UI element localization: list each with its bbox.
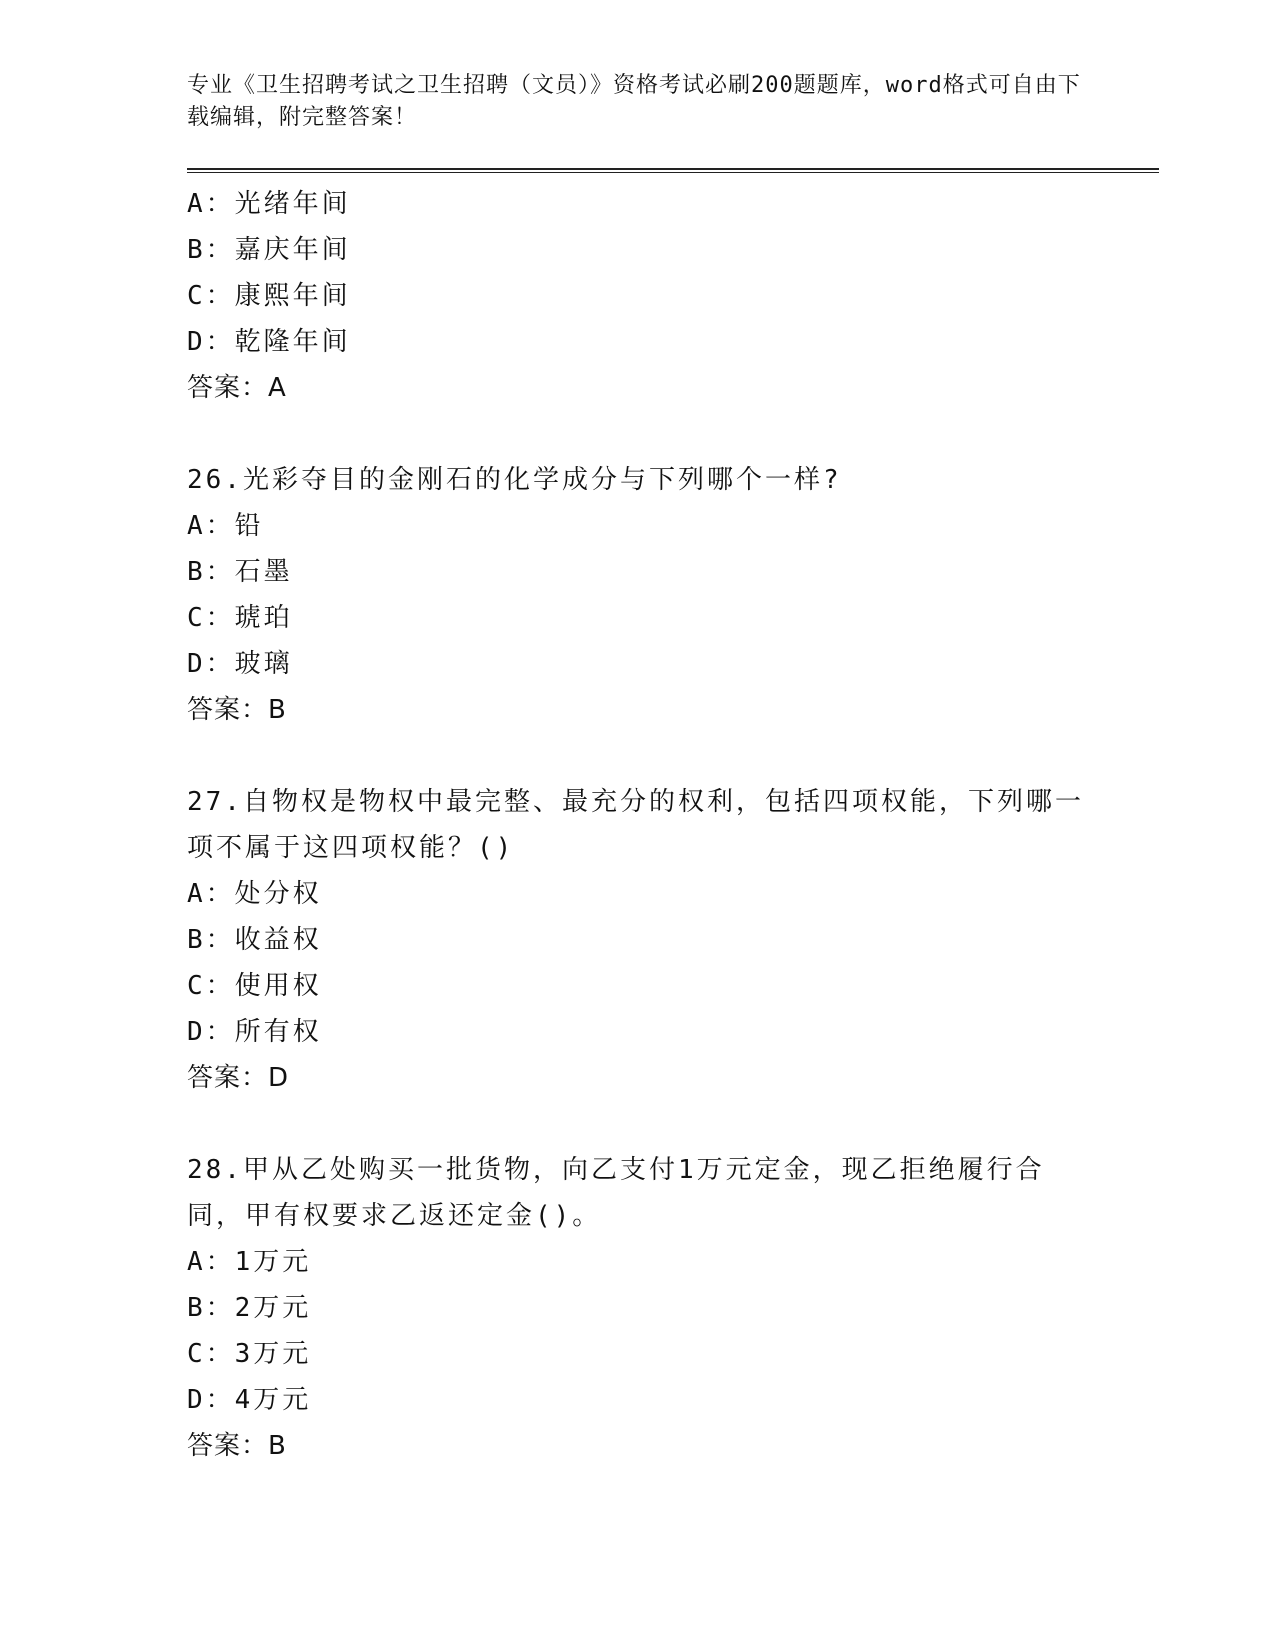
option-d: D：玻璃 xyxy=(187,649,293,679)
option-b: B：嘉庆年间 xyxy=(187,235,351,265)
option-a: A：1万元 xyxy=(187,1247,312,1277)
option-d: D：所有权 xyxy=(187,1017,322,1047)
question-stem: 28.甲从乙处购买一批货物，向乙支付1万元定金，现乙拒绝履行合同，甲有权要求乙返还定金()。 xyxy=(187,1155,1045,1231)
option-b: B：收益权 xyxy=(187,925,322,955)
option-c: C：康熙年间 xyxy=(187,281,351,311)
option-b: B：2万元 xyxy=(187,1293,312,1323)
spacer xyxy=(187,411,1159,457)
answer-line: 答案：A xyxy=(187,373,287,403)
answer-line: 答案：B xyxy=(187,695,287,725)
question-26 xyxy=(187,457,1159,733)
option-a: A：光绪年间 xyxy=(187,189,351,219)
prev-question xyxy=(187,181,1159,411)
option-c: C：3万元 xyxy=(187,1339,312,1369)
option-a: A：铅 xyxy=(187,511,264,541)
answer-line: 答案：D xyxy=(187,1063,290,1093)
option-a: A：处分权 xyxy=(187,879,322,909)
question-27 xyxy=(187,779,1159,1101)
option-c: C：使用权 xyxy=(187,971,322,1001)
question-28 xyxy=(187,1147,1159,1469)
spacer xyxy=(187,1101,1159,1147)
document-header: 专业《卫生招聘考试之卫生招聘（文员）》资格考试必刷200题题库，word格式可自由下载编辑，附完整答案！ xyxy=(187,73,1081,130)
answer-line: 答案：B xyxy=(187,1431,287,1461)
option-b: B：石墨 xyxy=(187,557,293,587)
document-page xyxy=(187,70,1159,1469)
option-d: D：4万元 xyxy=(187,1385,312,1415)
spacer xyxy=(187,733,1159,779)
question-stem: 27.自物权是物权中最完整、最充分的权利，包括四项权能，下列哪一项不属于这四项权能？() xyxy=(187,787,1084,863)
option-c: C：琥珀 xyxy=(187,603,293,633)
header-divider xyxy=(187,168,1159,173)
question-stem: 26.光彩夺目的金刚石的化学成分与下列哪个一样? xyxy=(187,465,842,495)
option-d: D：乾隆年间 xyxy=(187,327,351,357)
